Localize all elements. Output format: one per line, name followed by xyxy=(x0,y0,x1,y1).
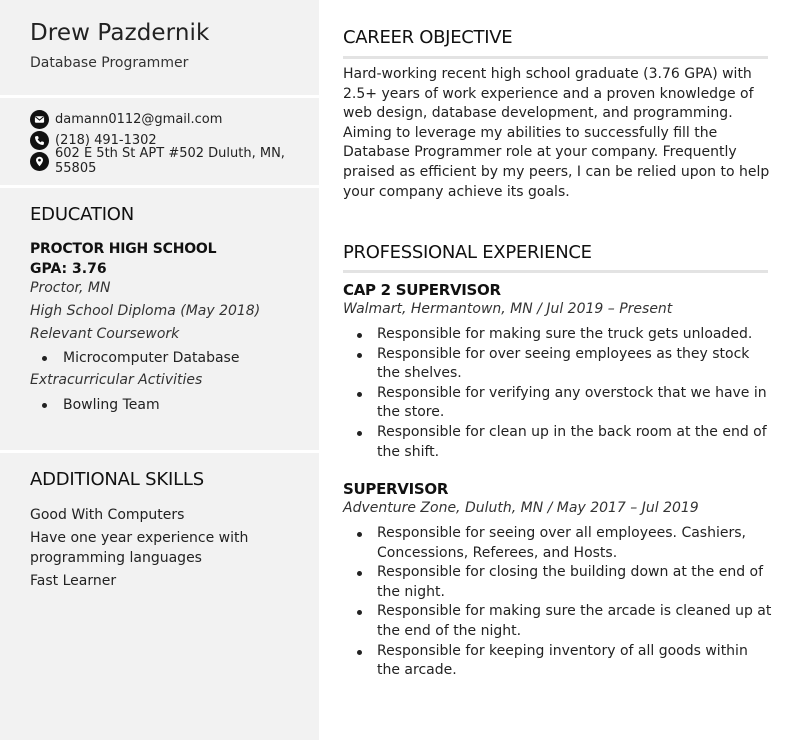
activity-text: Bowling Team xyxy=(63,397,160,413)
skills-heading: ADDITIONAL SKILLS xyxy=(30,469,204,490)
job-bullets xyxy=(343,524,773,681)
section-rule xyxy=(343,270,768,273)
job-bullet: Responsible for clean up in the back room at the end of the shift. xyxy=(343,423,773,462)
phone-icon xyxy=(30,131,49,150)
section-rule xyxy=(343,56,768,59)
education-activities-label: Extracurricular Activities xyxy=(30,372,203,388)
skill-item: Good With Computers xyxy=(30,507,185,523)
job-title: CAP 2 SUPERVISOR xyxy=(343,281,501,299)
bullet-dot xyxy=(42,356,47,361)
job-bullets xyxy=(343,325,773,462)
objective-text: Hard-working recent high school graduate (3.76 GPA) with 2.5+ years of work experience and a proven knowledge of web design, database development, and programming. Aiming to leverage my abilities to successfully fill the Database Programmer role at your company. Frequently praised as efficient by my peers, I can be relied upon to help your company achieve its goals. xyxy=(343,66,770,200)
coursework-text: Microcomputer Database xyxy=(63,350,240,366)
sidebar-divider xyxy=(0,95,319,98)
job-bullet: Responsible for closing the building down at the end of the night. xyxy=(343,563,773,602)
job-meta: Adventure Zone, Duluth, MN / May 2017 – Jul 2019 xyxy=(343,500,699,516)
job-title: SUPERVISOR xyxy=(343,480,449,498)
envelope-icon xyxy=(30,110,49,129)
contact-phone-text: (218) 491-1302 xyxy=(55,132,157,148)
job-bullet: Responsible for verifying any overstock that we have in the store. xyxy=(343,384,773,423)
job-bullet: Responsible for seeing over all employees. Cashiers, Concessions, Referees, and Hosts. xyxy=(343,524,773,563)
job-bullet: Responsible for keeping inventory of all goods within the arcade. xyxy=(343,642,773,681)
sidebar xyxy=(0,0,319,740)
bullet-dot xyxy=(42,403,47,408)
main-content xyxy=(319,0,798,740)
education-heading: EDUCATION xyxy=(30,204,135,225)
sidebar-divider xyxy=(0,450,319,453)
education-location: Proctor, MN xyxy=(30,280,111,296)
contact-address xyxy=(30,146,319,176)
sidebar-divider xyxy=(0,185,319,188)
job-meta: Walmart, Hermantown, MN / Jul 2019 – Present xyxy=(343,301,673,317)
education-coursework-item xyxy=(42,350,239,366)
education-coursework-label: Relevant Coursework xyxy=(30,326,180,342)
education-gpa: GPA: 3.76 xyxy=(30,261,107,277)
education-school: PROCTOR HIGH SCHOOL xyxy=(30,241,217,257)
contact-address-text: 602 E 5th St APT #502 Duluth, MN, 55805 xyxy=(55,146,285,176)
candidate-role: Database Programmer xyxy=(30,55,189,71)
education-activity-item xyxy=(42,397,160,413)
skill-item: Have one year experience with programming languages xyxy=(30,530,249,566)
candidate-name: Drew Pazdernik xyxy=(30,20,210,46)
job-bullet: Responsible for making sure the truck gets unloaded. xyxy=(343,325,773,345)
skill-item: Fast Learner xyxy=(30,573,117,589)
education-diploma: High School Diploma (May 2018) xyxy=(30,303,261,319)
experience-heading: PROFESSIONAL EXPERIENCE xyxy=(343,242,592,263)
objective-heading: CAREER OBJECTIVE xyxy=(343,27,513,48)
contact-email[interactable] xyxy=(30,109,222,129)
location-pin-icon xyxy=(30,152,49,171)
contact-email-text: damann0112@gmail.com xyxy=(55,111,223,127)
job-bullet: Responsible for making sure the arcade is cleaned up at the end of the night. xyxy=(343,602,773,641)
job-bullet: Responsible for over seeing employees as they stock the shelves. xyxy=(343,345,773,384)
